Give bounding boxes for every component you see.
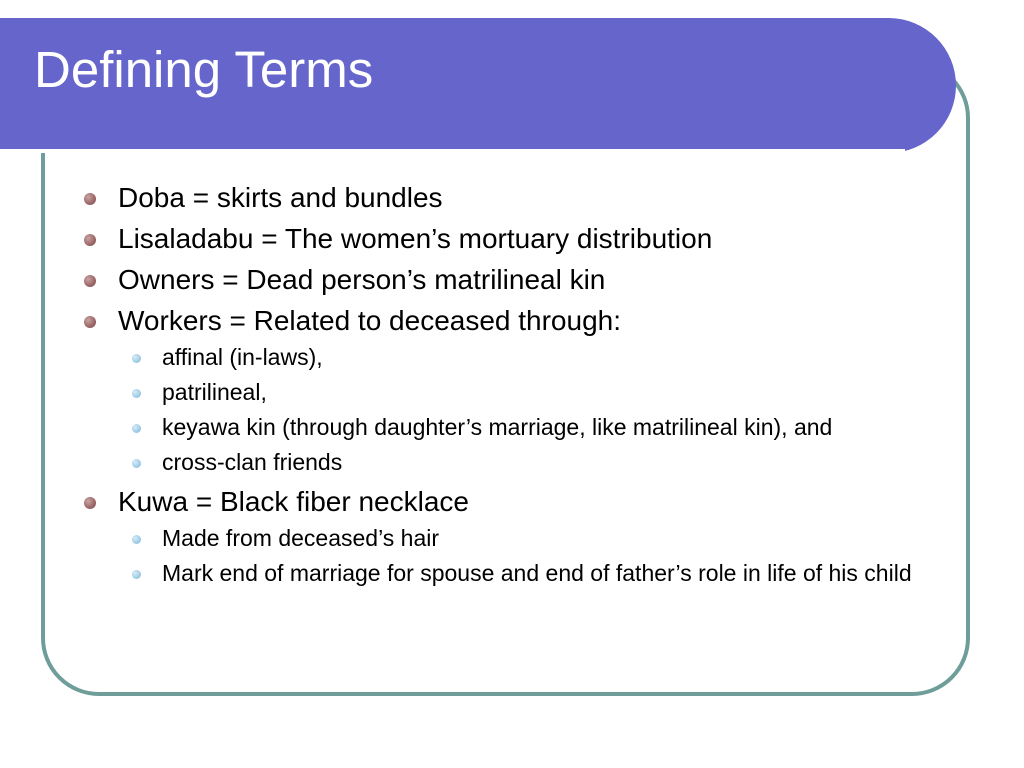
sub-bullet-text: Mark end of marriage for spouse and end of father’s role in life of his child (162, 560, 912, 586)
sub-bullet-dot-icon (132, 389, 141, 398)
bullet-text: Kuwa = Black fiber necklace (118, 486, 469, 517)
sub-bullet-item (80, 344, 960, 371)
bullet-text: Owners = Dead person’s matrilineal kin (118, 264, 606, 295)
sub-bullet-text: Made from deceased’s hair (162, 525, 439, 551)
bullet-text: Lisaladabu = The women’s mortuary distribution (118, 223, 713, 254)
bullet-list (80, 180, 960, 595)
sub-bullet-text: patrilineal, (162, 379, 267, 405)
sub-bullet-text: affinal (in-laws), (162, 344, 323, 370)
slide-title: Defining Terms (34, 41, 374, 98)
bullet-item (80, 221, 960, 257)
sub-bullet-list (80, 344, 960, 476)
bullet-item (80, 303, 960, 339)
bullet-dot-icon (84, 316, 96, 328)
bullet-text: Workers = Related to deceased through: (118, 305, 622, 336)
sub-bullet-dot-icon (132, 535, 141, 544)
sub-bullet-dot-icon (132, 354, 141, 363)
title-underline-rule (0, 149, 905, 153)
bullet-dot-icon (84, 193, 96, 205)
bullet-item (80, 484, 960, 520)
sub-bullet-item (80, 525, 960, 552)
bullet-text: Doba = skirts and bundles (118, 182, 443, 213)
bullet-item (80, 180, 960, 216)
bullet-dot-icon (84, 275, 96, 287)
sub-bullet-item (80, 379, 960, 406)
sub-bullet-dot-icon (132, 459, 141, 468)
sub-bullet-dot-icon (132, 570, 141, 579)
sub-bullet-item (80, 449, 960, 476)
bullet-dot-icon (84, 234, 96, 246)
sub-bullet-dot-icon (132, 424, 141, 433)
sub-bullet-list (80, 525, 960, 587)
sub-bullet-item (80, 560, 960, 587)
sub-bullet-text: cross-clan friends (162, 449, 343, 475)
sub-bullet-item (80, 414, 960, 441)
bullet-item (80, 262, 960, 298)
sub-bullet-text: keyawa kin (through daughter’s marriage, like matrilineal kin), and (162, 414, 833, 440)
bullet-dot-icon (84, 497, 96, 509)
